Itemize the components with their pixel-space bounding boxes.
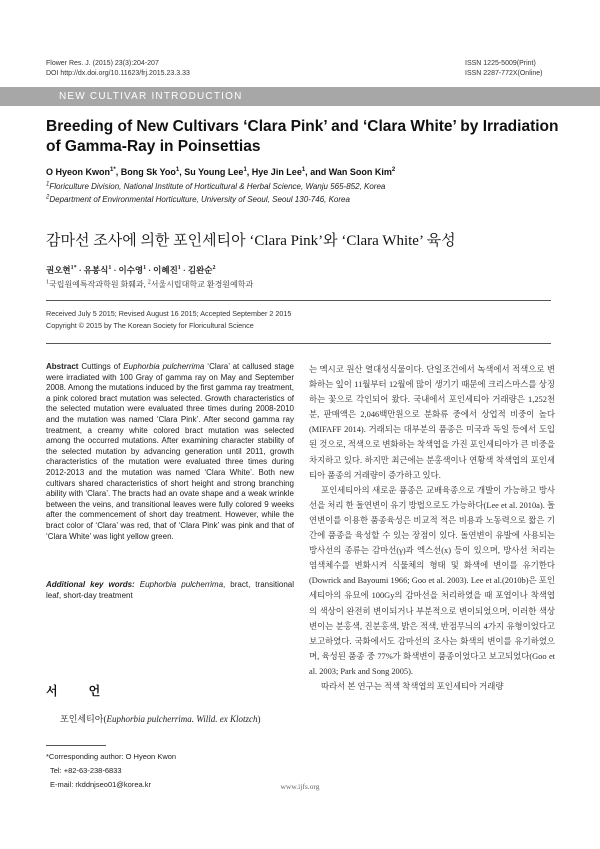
journal-citation: Flower Res. J. (2015) 23(3):204-207 — [46, 60, 159, 67]
intro-start — [46, 712, 296, 725]
abstract-species: Euphorbia pulcherrima — [123, 362, 205, 371]
banner-label: NEW CULTIVAR INTRODUCTION — [59, 91, 243, 102]
korean-affil-b: 서울시립대학교 환경원예학과 — [150, 280, 254, 289]
korean-author: 권오현 — [46, 265, 71, 275]
korean-star: * — [73, 265, 77, 272]
corresponding-mark: * — [113, 167, 116, 173]
abstract-label: Abstract — [46, 362, 79, 371]
corresponding-author: *Corresponding author: O Hyeon Kwon — [46, 752, 177, 761]
korean-sup: 2 — [212, 265, 216, 272]
author-phone: Tel: +82-63-238-6833 — [50, 766, 122, 775]
author-affil-sup: 2 — [391, 167, 396, 173]
divider — [46, 300, 551, 301]
korean-author: · 유봉식 — [76, 265, 109, 275]
korean-author: · 김완순 — [180, 265, 213, 275]
author-affil-sup: 1 — [175, 167, 180, 173]
divider — [46, 343, 551, 344]
korean-affil-a: 국립원예특작과학원 화훼과, — [49, 280, 148, 289]
paragraph: 따라서 본 연구는 적색 착색엽의 포인세티아 거래량 — [321, 681, 504, 691]
korean-title: 감마선 조사에 의한 포인세티아 ‘Clara Pink’와 ‘Clara White’ 육성 — [46, 233, 456, 249]
keywords-text: , bract, transitional leaf, short-day treatment — [46, 580, 294, 600]
intro-species: Euphorbia pulcherrima. Willd. ex Klotzch — [106, 714, 258, 724]
author-name: Wan Soon Kim — [328, 167, 392, 177]
author-name: Hye Jin Lee — [251, 167, 302, 177]
paragraph: 는 멕시코 원산 열대성식물이다. 단일조건에서 녹색에서 적색으로 변화하는 잎이 11월부터 12월에 많이 생기기 때문에 크리스마스를 상징하는 꽃으로 각인되어 왔다. 국내에서 포인세티아 거래량은 1,252천분, 판매액은 2,046백만원으로 분화류 중에서 상업적 비중이 높다(MIFAFF 2014). 거래되는 대부분의 품종은 미국과 독일 등에서 도입된 것으로, 적색으로 변화하는 착색엽을 가진 포인세티아가 큰 비중을 차지하고 있다. 하지만 최근에는 분홍색이나 연황색 착색엽의 포인세티아 품종의 거래량이 증가하고 있다. — [309, 365, 555, 480]
author-name: Bong Sk Yoo — [120, 167, 176, 177]
affiliation-text: Department of Environmental Horticulture, University of Seoul, Seoul 130-746, Korea — [49, 195, 350, 204]
affiliation-1 — [46, 182, 566, 192]
author-affil-sup: 1 — [301, 167, 306, 173]
affiliation-2 — [46, 195, 566, 205]
keywords-species: Euphorbia pulcherrima — [139, 580, 224, 589]
author-and: and — [310, 167, 327, 177]
affiliation-text: Floriculture Division, National Institute of Horticultural & Herbal Science, Wanju 565-852, Korea — [49, 182, 386, 191]
author-email[interactable]: E-mail: rkddnjseo01@korea.kr — [50, 780, 151, 789]
footnote-divider — [46, 745, 106, 746]
paragraph: 포인세티아의 새로운 품종은 교배육종으로 개발이 가능하고 방사선을 처리 한 돌연변이 유기 방법으로도 가능하다(Lee et al. 2010a). 돌연변이를 이용한 품종육성은 비교적 적은 비용과 노동력으로 짧은 기간에 품종을 육성할 수 있는 장점이 있다. 돌연변이 유발에 사용되는 방사선의 종류는 감마선(γ)과 엑스선(x) 등이 있으며, 방사선 처리는 염색체수를 변화시켜 식물체의 형태 및 화색에 변이를 유기한다(Dowrick and Bayoumi 1966; Goo et al. 2003). Lee et al.(2010b)은 포인세티아의 유묘에 100Gy의 감마선을 처리하였을 때 포엽이나 착색엽의 색상이 완전히 변이되거나 부분적으로 변이되었으며, 이러한 색상 변이는 분홍색, 진분홍색, 밝은 적색, 반점무늬의 4가지 유형이었다고 보고하였다. 국화에서도 감마선의 조사는 화색의 변이를 유기하였으며, 육성된 품종 중 77%가 화색변이 품종이었다고 보고되었다(Goo et al. 2003; Park and Song 2005). — [309, 485, 555, 676]
abstract-text: Cuttings of — [78, 362, 124, 371]
korean-author: · 이수영 — [111, 265, 144, 275]
issn-online: ISSN 2287-772X(Online) — [465, 70, 543, 77]
author-affil-sup: 1 — [110, 167, 114, 173]
journal-url[interactable]: www.ijfs.org — [280, 782, 320, 791]
affiliation-number: 1 — [46, 181, 50, 188]
korean-affiliation: $^1$국립원예특작과학원 화훼과, $^2$서울시립대학교 환경원예학과 — [46, 279, 254, 289]
korean-author: · 이혜진 — [146, 265, 178, 275]
author-list: O Hyeon Kwon$^{1*}$, Bong Sk Yoo$^1$, Su Young Lee$^1$, Hye Jin Lee$^1$, and Wan Soon Kim$^2$ — [46, 167, 396, 177]
abstract — [46, 362, 294, 542]
author-affil-sup: 1 — [243, 167, 247, 173]
received-dates: Received July 5 2015; Revised August 16 2015; Accepted September 2 2015 — [46, 309, 292, 318]
abstract-text: ‘Clara’ at callused stage were irradiated with 100 Gray of gamma ray on May and September 2008. Among the mutations induced by the first gamma ray treatment, a pink colored bract mutation was selected. Growth characteristics of the selected mutation were evaluated three times during 2008-2010 and the mutation was named ‘Clara Pink’. After second gamma ray treatment, a creamy white colored bract mutation was selected among the occurred mutations. After examining character stability of the selected mutation by advancing generation until 2011, growth characteristics of the mutation were evaluated three times during 2012-2013 and the mutation was named ‘Clara White’. Both new cultivars shared characteristics of short height and strong branching ability with ‘Clara’. The bracts had an ovate shape and a weak wrinkle between the veins, and transitional leaves were fully colored 9 weeks after the commencement of short day treatment. However, while the bract color of ‘Clara’ was red, that of ‘Clara Pink’ was pink and that of ‘Clara White’ was light yellow green. — [46, 362, 294, 541]
copyright: Copyright © 2015 by The Korean Society for Floricultural Science — [46, 321, 254, 330]
intro-right-column — [309, 362, 555, 694]
issn-print: ISSN 1225-5009(Print) — [465, 60, 536, 67]
author-name: Su Young Lee — [184, 167, 244, 177]
keywords — [46, 580, 294, 601]
paper-title: Breeding of New Cultivars ‘Clara Pink’ and ‘Clara White’ by Irradiation of Gamma-Ray in Poinsettias — [46, 118, 559, 155]
korean-authors: 권오현$^{1*}$ · 유봉식$^1$ · 이수영$^1$ · 이혜진$^1$ · 김완순$^2$ — [46, 265, 216, 275]
doi-link[interactable]: DOI http://dx.doi.org/10.11623/frj.2015.23.3.33 — [46, 70, 190, 77]
author-name: O Hyeon Kwon — [46, 167, 111, 177]
keywords-label: Additional key words: — [46, 580, 135, 589]
affiliation-number: 2 — [46, 194, 50, 201]
intro-text: 포인세티아( — [60, 714, 107, 724]
intro-text: ) — [257, 714, 261, 724]
section-heading: 서 언 — [46, 684, 115, 698]
korean-sup: 1 — [70, 265, 74, 272]
